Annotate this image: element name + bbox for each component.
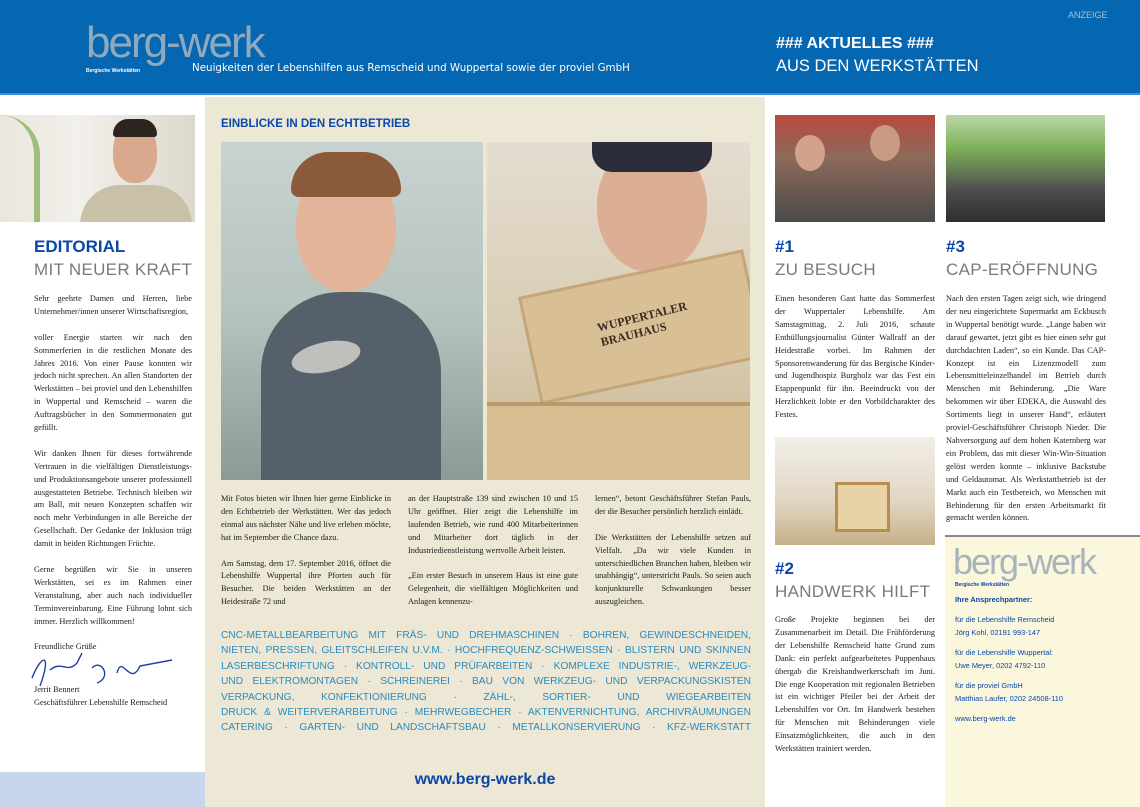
contact-entry [955,613,1135,725]
header-tagline: Neuigkeiten der Lebenshilfen aus Remscheid und Wuppertal sowie der proviel GmbH [192,62,630,74]
signature-area [34,654,192,684]
contact-box [945,535,1140,807]
editorial-portrait-photo [0,115,195,222]
contact-org: für die Lebenshilfe Wuppertal: [955,648,1054,658]
aktuelles-heading: ### AKTUELLES ### [776,35,934,52]
feature-col-3 [595,493,751,622]
news-photo-dollhouse [775,437,935,545]
editorial-paragraph: Wir danken Ihnen für dieses fortwährende Vertrauen in die vielfältigen Dienstleistungs- und Produktionsangebote unserer professionell ausgestatteten Betriebe. Technisch bleiben wir am Ball, mit neuen Konzepten schaffen wir noch mehr Verbindungen in alle Bereiche der Gesellschaft. Der Gedanke der Inklusion trägt damit in beiden Richtungen Früchte. [34,448,192,549]
feature-photo-woman [221,142,483,480]
feature-paragraph: Mit Fotos bieten wir Ihnen hier gerne Einblicke in den Echtbetrieb der Werkstätten. Wer das jedoch einmal aus nächster Nähe und live erleben möchte, hat im September die Chance dazu. [221,494,391,542]
news-1-text: Einen besonderen Gast hatte das Sommerfest der Wuppertaler Lebenshilfe. Am Samstagmittag, 2. Juli 2016, schaute Enthüllungsjournalist Günter Wallraff an der Heidestraße vorbei. Im Rahmen der Sponsorenwanderung für das Bergische Kinder- und Jugendhospiz Burgholz war das Fest ein Etappenpunkt für ihn. Beeindruckt von der Herzlichkeit lobte er den Vorbildcharakter des Festes. [775,294,935,420]
footer-color-block [0,772,205,807]
contact-person: Jörg Kohl, 02191 993-147 [955,628,1041,638]
feature-paragraph: an der Hauptstraße 139 sind zwischen 10 und 15 Uhr geöffnet. Hier zeigt die Lebenshilfe im laufenden Betrieb, wie rund 400 Mitarbeiterinnen und Mitarbeiter dort täglich in der Industriedienstleistung wertvolle Arbeit leisten. [408,494,578,555]
feature-paragraph: „Ein erster Besuch in unserem Haus ist eine gute Gelegenheit, die vielfältigen Möglichkeiten und Anlagen kennenzu- [408,571,578,607]
news-2-title: HANDWERK HILFT [775,582,931,601]
feature-title: EINBLICKE IN DEN ECHTBETRIEB [221,118,411,130]
feature-photo-man-crate [487,142,750,480]
news-3-text: Nach den ersten Tagen zeigt sich, wie dringend der neu eingerichtete Supermarkt am Eckbusch in Wuppertal benötigt wurde. „Lange haben wir darauf gewartet, jetzt gibt es hier einen sehr gut durchdachten Laden“, so ein Kunde. Das CAP-Konzept ist ein Lizenzmodell zum Lebensmitteleinzelhandel im Betrieb durch Menschen mit Behinderung. „Die Ware bekommen wir über EDEKA, die Auswahl des Sortiments liegt in unserer Hand“, erläutert proviel-Geschäftsführer Christoph Nieder. Die Nahversorgung auf dem hohen Katernberg war ein Problem, das mit dieser Win-Win-Situation gelöst werden konnte – inklusive Backstube und Geldautomat. Als Werkstattbetrieb ist der Markt auch ein Testbereich, wo Menschen mit Behinderung für den ersten Arbeitsmarkt fit gemacht werden können. [946,294,1106,523]
website-link[interactable]: www.berg-werk.de [414,771,556,788]
crate-label: WUPPERTALER BRAUHAUS [595,298,689,350]
signer-role: Geschäftsführer Lebenshilfe Remscheid [34,698,168,708]
contact-logo: berg-werk [953,541,1096,583]
editorial-paragraph: Gerne begrüßen wir Sie in unseren Werkstätten, sei es im Rahmen einer Veranstaltung, aber auch nach individueller Terminvereinbarung. Eine Führung lohnt sich immer. Herzlich willkommen! [34,564,192,626]
news-3-number: #3 [946,237,965,256]
feature-col-1 [221,493,391,622]
news-3-title: CAP-ERÖFFNUNG [946,260,1099,279]
news-2-number: #2 [775,559,794,578]
editorial-closing: Freundliche Grüße [34,642,97,652]
right-column-flow [945,293,1140,807]
editorial-paragraph: voller Energie starten wir nach den Sommerferien in die restlichen Monate des Jahres 2016. Von einer Pause konnten wir jedoch nicht sprechen. An allen Standorten der Werkstätten – bei proviel und den Lebenshilfen in Wuppertal und Remscheid – waren die Auftragsbücher in den Sommermonaten gut gefüllt. [34,332,192,433]
news-2-text: Große Projekte beginnen bei der Zusammenarbeit im Detail. Die Frühförderung der Lebenshilfe Remscheid hatte Grund zum Dank: ein perfekt aufgearbeitetes Puppenhaus übergab die Kreishandwerkerschaft im Juni. Die enge Kooperation mit regionalen Betrieben ist ein wichtiger Pfeiler bei der Arbeit der Lebenshilfen vor Ort. Im Handwerk bestehen für Menschen mit Behinderungen viele Einsatzmöglichkeiten, die auch in den Werkstätten trainiert werden. [775,615,935,754]
editorial-paragraph: Sehr geehrte Damen und Herren, liebe Unternehmer/innen unserer Wirtschaftsregion, [34,294,192,316]
header-banner [0,0,1140,95]
contact-website-link[interactable]: www.berg-werk.de [955,714,1016,724]
contact-heading: Ihre Ansprechpartner: [955,595,1033,605]
logo-subtitle: Bergische Werkstätten [86,68,141,74]
editorial-kicker: EDITORIAL [34,237,126,256]
contact-org: für die proviel GmbH [955,681,1023,691]
feature-paragraph: lernen“, betont Geschäftsführer Stefan Pauls, der die Besucher persönlich herzlich einlädt. [595,494,751,516]
services-line: LASERBESCHRIFTUNG · KONTROLL- UND PRÜFARBEITEN · KOMPLEXE INDUSTRIE-, WERKZEUG- [221,660,751,672]
news-1-title: ZU BESUCH [775,260,876,279]
services-line: CATERING · GARTEN- UND LANDSCHAFTSBAU · METALLKONSERVIERUNG · KFZ-WERKSTATT [221,722,751,734]
signature-image [22,650,182,690]
feature-col-2 [408,493,578,622]
advertisement-label: ANZEIGE [1068,10,1108,20]
feature-text-area [221,493,751,736]
services-list [221,628,751,736]
signer-name: Jerrit Bennert [34,685,80,695]
contact-person: Uwe Meyer, 0202 4792-110 [955,661,1046,671]
services-line: DRUCK & WEITERVERARBEITUNG · MEHRWEGBECHER · AKTENVERNICHTUNG, ARCHIVRÄUMUNGEN [221,707,751,719]
feature-paragraph: Am Samstag, dem 17. September 2016, öffnet die Lebenshilfe Wuppertal ihre Pforten auch für Besucher. Die beiden Werkstätten an der Heidestraße 72 und [221,558,391,607]
berg-werk-logo: berg-werk [86,18,264,67]
aktuelles-subheading: AUS DEN WERKSTÄTTEN [776,57,979,75]
news-photo-visit [775,115,935,222]
news-photo-cap-opening [946,115,1105,222]
contact-person: Matthias Laufer, 0202 24508-110 [955,694,1063,704]
editorial-body [34,293,192,710]
services-line: VERPACKUNG, KONFEKTIONIERUNG · ZÄHL-, SORTIER- UND WIEGEARBEITEN [221,691,751,703]
contact-logo-subtitle: Bergische Werkstätten [955,582,1010,589]
contact-org: für die Lebenshilfe Remscheid [955,615,1055,625]
services-line: NIETEN, PRESSEN, GLEITSCHLEIFEN U.V.M. · HOCHFREQUENZ-SCHWEISSEN · BLISTERN UND SKINNEN [221,645,751,657]
feature-paragraph: Die Werkstätten der Lebenshilfe setzen auf Vielfalt. „Da wir viele Kunden in unterschiedlichen Branchen haben, bleiben wir unabhängig“, unterstricht Pauls. So seien auch konjunkturelle Schwankungen besser auszugleichen. [595,532,751,607]
services-line: UND ELEKTROMONTAGEN · SCHREINEREI · BAU VON WERKZEUG- UND VERPACKUNGSKISTEN [221,676,751,688]
editorial-title: MIT NEUER KRAFT [34,260,193,279]
news-1-number: #1 [775,237,794,256]
services-line: CNC-METALLBEARBEITUNG MIT FRÄS- UND DREHMASCHINEN · BOHREN, GEWINDESCHNEIDEN, [221,630,751,642]
